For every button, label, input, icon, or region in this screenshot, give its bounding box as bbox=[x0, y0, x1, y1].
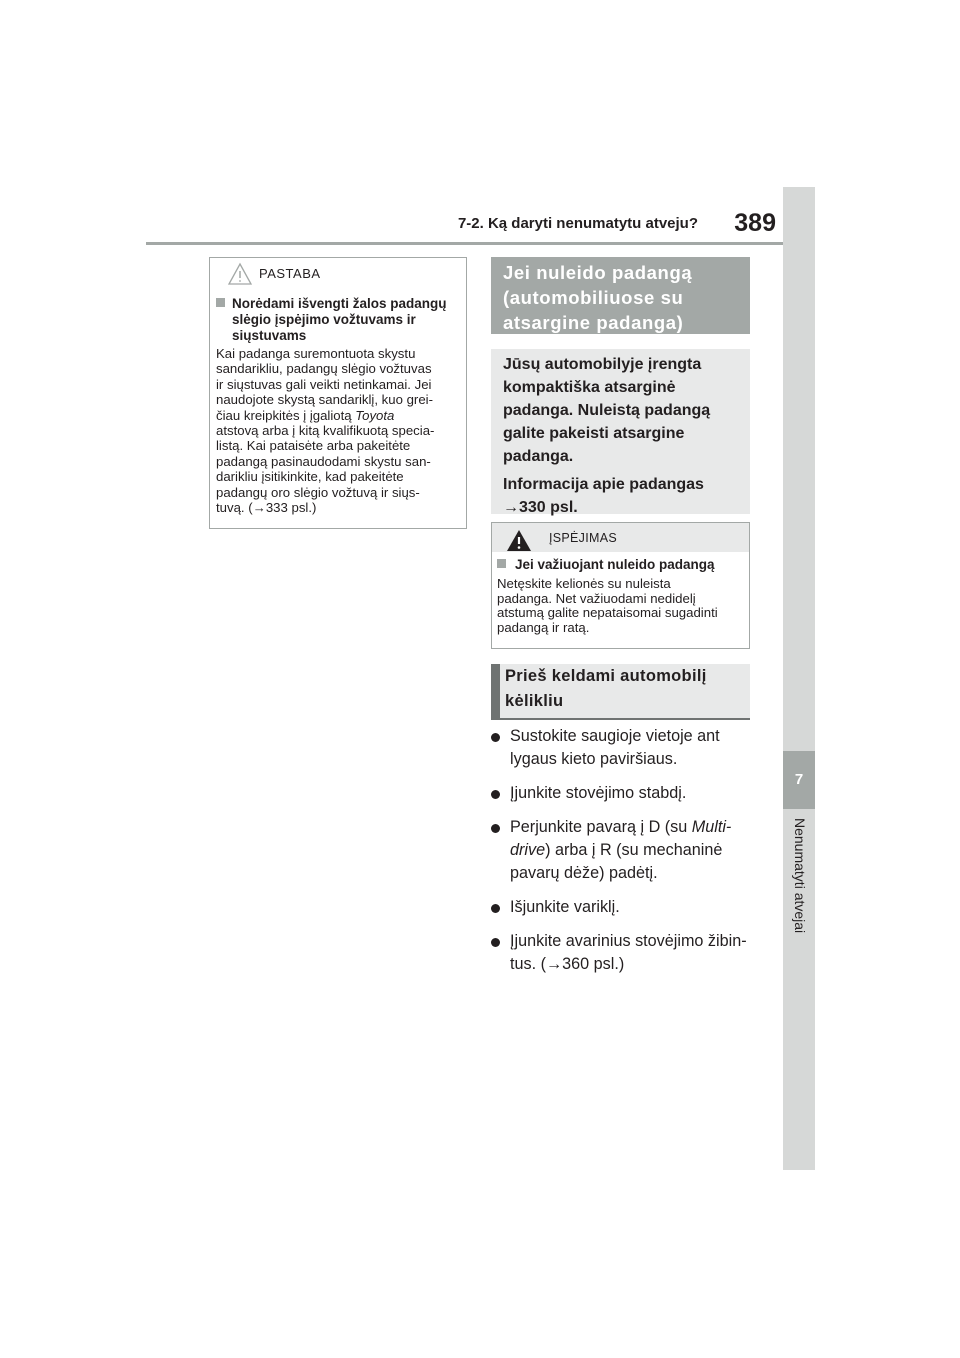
page-number: 389 bbox=[734, 209, 776, 237]
notice-box bbox=[209, 257, 467, 529]
list-item: Perjunkite pavarą į D (su Multi- drive) arba į R (su mechaninė pavarų dėže) padėtį. bbox=[491, 816, 753, 885]
warning-box bbox=[491, 522, 750, 649]
section-heading-jacking: Prieš keldami automobilį kėlikliu bbox=[491, 664, 750, 720]
bullet-dot-icon bbox=[491, 904, 500, 913]
info-paragraph: Jūsų automobilyje įrengta kompaktiška atsarginė padanga. Nuleistą padangą galite pakeisti atsargine padanga. bbox=[503, 356, 711, 465]
list-item: Įjunkite stovėjimo stabdį. bbox=[491, 782, 753, 805]
list-item: Įjunkite avarinius stovėjimo žibintus. (→360 psl.) bbox=[491, 930, 753, 976]
chapter-side-strip bbox=[783, 187, 815, 1170]
header-rule bbox=[146, 242, 783, 245]
notice-header bbox=[210, 258, 466, 294]
info-reference: Informacija apie padangas →330 psl. bbox=[503, 476, 704, 516]
bullet-dot-icon bbox=[491, 733, 500, 742]
brand-name: Toyota bbox=[355, 407, 395, 423]
bullet-dot-icon bbox=[491, 938, 500, 947]
info-box bbox=[491, 349, 750, 514]
heading-accent-bar bbox=[491, 664, 500, 718]
bullet-dot-icon bbox=[491, 790, 500, 799]
chapter-number-tab: 7 bbox=[783, 751, 815, 809]
notice-label: PASTABA bbox=[259, 266, 321, 281]
square-bullet-icon bbox=[216, 298, 225, 307]
notice-subtitle: Norėdami išvengti žalos padangų slėgio įspėjimo vožtuvams ir siųstuvams bbox=[216, 296, 462, 344]
square-bullet-icon bbox=[497, 559, 506, 568]
list-item: Sustokite saugioje vietoje ant lygaus kieto paviršiaus. bbox=[491, 725, 753, 771]
warning-triangle-icon bbox=[506, 529, 532, 552]
chapter-label: Nenumatyti atvejai bbox=[792, 818, 808, 934]
notice-body: Kai padanga suremontuota skystu sandarikliu, padangų slėgio vožtuvas ir siųstuvas gali veikti netinkamai. Jei naudojote skystą sandariklį, kuo grei- čiau kreipkitės į įgaliotą Toyota atstovą arba į kitą kvalifikuotą specia- listą. Kai pataisėte arba pakeitėte padangą pasinaudodami skystu san- darikliu įsitikinkite, kad pakeitėte padangų oro slėgio vožtuvą ir siųs- tuvą. (→333 psl.) bbox=[216, 346, 435, 516]
instruction-list bbox=[491, 725, 753, 987]
warning-body: Netęskite kelionės su nuleista padanga. Net važiuodami nedidelį atstumą galite nepataisomai sugadinti padangą ir ratą. bbox=[497, 576, 718, 635]
warning-label: ĮSPĖJIMAS bbox=[549, 531, 617, 545]
warning-header bbox=[492, 523, 749, 552]
section-heading-flat-tire: Jei nuleido padangą (automobiliuose su atsargine padanga) bbox=[491, 257, 750, 334]
section-title: 7-2. Ką daryti nenumatytu atveju? bbox=[457, 215, 698, 232]
warning-subtitle: Jei važiuojant nuleido padangą bbox=[497, 557, 743, 572]
list-item: Išjunkite variklį. bbox=[491, 896, 753, 919]
bullet-dot-icon bbox=[491, 824, 500, 833]
caution-triangle-icon bbox=[227, 262, 253, 286]
